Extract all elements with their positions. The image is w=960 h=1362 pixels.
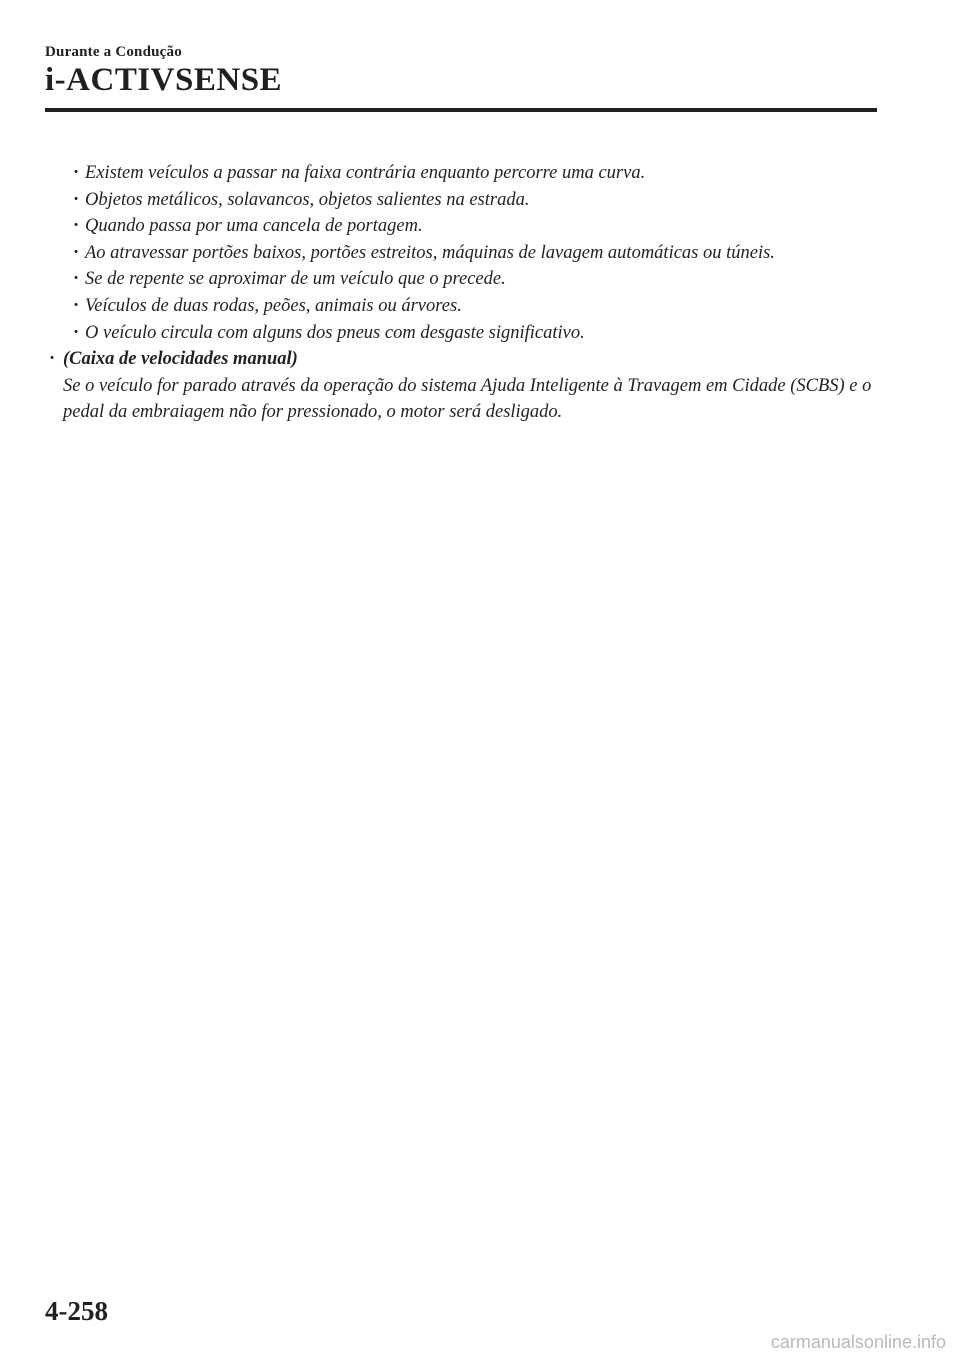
note-text: Se o veículo for parado através da operação do sistema Ajuda Inteligente à Travagem em Cidade (SCBS) e o pedal da embraiagem não for pressionado, o motor será desligado. — [63, 375, 872, 423]
bullet-icon: · — [73, 295, 80, 316]
page-content — [45, 160, 885, 426]
chapter-title: i-ACTIVSENSE — [45, 62, 283, 98]
bullet-icon: · — [73, 242, 80, 263]
page-number: 4-258 — [45, 1296, 108, 1326]
list-item — [45, 213, 885, 240]
list-item — [45, 160, 885, 187]
list-item-text: Se de repente se aproximar de um veículo que o precede. — [85, 269, 506, 290]
list-item — [45, 266, 885, 293]
list-item — [45, 320, 885, 347]
bullet-icon: · — [73, 189, 80, 210]
list-item-text: Quando passa por uma cancela de portagem. — [85, 216, 423, 237]
list-item-text: Objetos metálicos, solavancos, objetos salientes na estrada. — [85, 189, 530, 210]
list-item — [45, 240, 885, 267]
header-rule — [45, 108, 877, 112]
list-item-text: Ao atravessar portões baixos, portões estreitos, máquinas de lavagem automáticas ou túneis. — [85, 242, 775, 263]
list-item — [45, 187, 885, 214]
bullet-icon: · — [73, 163, 80, 183]
manual-transmission-note — [45, 346, 885, 426]
section-label: Durante a Condução — [45, 44, 182, 60]
bullet-icon: · — [73, 269, 80, 290]
condition-list — [45, 160, 885, 346]
watermark: carmanualsonline.info — [770, 1332, 946, 1352]
list-item-text: Existem veículos a passar na faixa contrária enquanto percorre uma curva. — [85, 163, 646, 183]
list-item-text: Veículos de duas rodas, peões, animais ou árvores. — [85, 295, 462, 316]
note-heading: (Caixa de velocidades manual) — [63, 349, 298, 370]
bullet-icon: · — [73, 322, 80, 343]
bullet-icon: · — [49, 349, 56, 370]
list-item — [45, 293, 885, 320]
list-item-text: O veículo circula com alguns dos pneus com desgaste significativo. — [85, 322, 585, 343]
bullet-icon: · — [73, 216, 80, 237]
